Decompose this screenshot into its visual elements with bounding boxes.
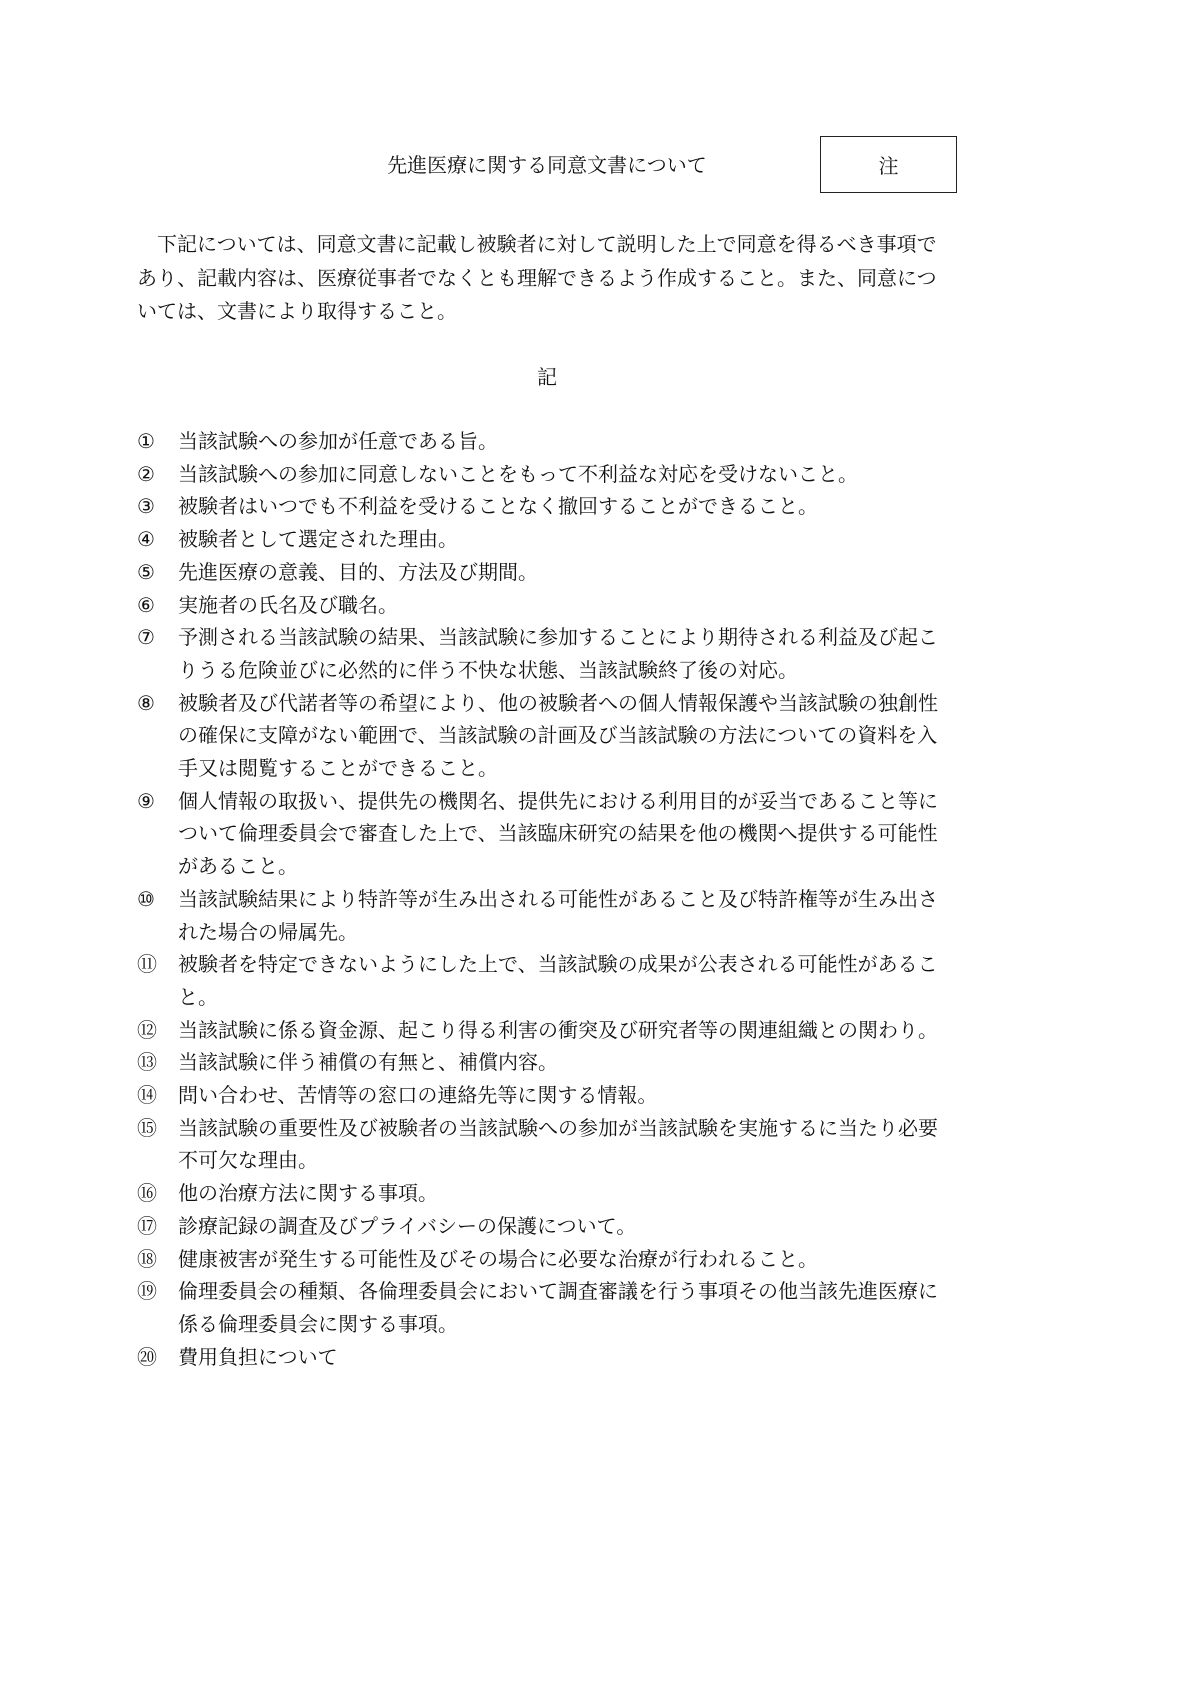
list-item xyxy=(137,490,959,523)
item-text-line: 被験者はいつでも不利益を受けることなく撤回することができること。 xyxy=(178,494,818,519)
item-number: ⑫ xyxy=(137,1017,157,1042)
item-text xyxy=(178,1046,558,1079)
item-text-line: 被験者を特定できないようにした上で、当該試験の成果が公表される可能性があるこ xyxy=(178,952,938,977)
item-text-line: 健康被害が発生する可能性及びその場合に必要な治療が行われること。 xyxy=(178,1246,818,1271)
item-number: ⑤ xyxy=(137,559,155,584)
item-text-line: 先進医療の意義、目的、方法及び期間。 xyxy=(178,559,538,584)
list-item xyxy=(137,458,959,491)
item-text xyxy=(178,1177,438,1210)
item-number: ⑦ xyxy=(137,625,155,650)
item-number: ⑰ xyxy=(137,1213,157,1238)
item-text xyxy=(178,490,818,523)
list-item xyxy=(137,1341,959,1374)
list-item xyxy=(137,1177,959,1210)
item-text-line: 他の治療方法に関する事項。 xyxy=(178,1181,438,1206)
item-text-line: 当該試験への参加が任意である旨。 xyxy=(178,429,498,453)
item-text-line: 予測される当該試験の結果、当該試験に参加することにより期待される利益及び起こ xyxy=(178,625,938,650)
item-number: ⑯ xyxy=(137,1181,157,1206)
list-item xyxy=(137,1014,959,1047)
list-item xyxy=(137,883,959,948)
item-text-line: 当該試験の重要性及び被験者の当該試験への参加が当該試験を実施するに当たり必要 xyxy=(178,1115,938,1140)
item-number: ⑲ xyxy=(137,1279,157,1304)
intro-line: いては、文書により取得すること。 xyxy=(137,299,457,323)
intro-paragraph xyxy=(137,228,959,329)
item-text-line: があること。 xyxy=(178,854,298,879)
list-item xyxy=(137,1210,959,1243)
item-number: ⑩ xyxy=(137,886,155,911)
item-number: ② xyxy=(137,461,155,486)
intro-line: あり、記載内容は、医療従事者でなくとも理解できるよう作成すること。また、同意につ xyxy=(137,265,937,290)
item-text xyxy=(178,523,458,556)
item-text xyxy=(178,1243,818,1276)
list-item xyxy=(137,523,959,556)
list-item xyxy=(137,1243,959,1276)
list-item xyxy=(137,425,959,458)
item-text xyxy=(178,425,498,458)
item-number: ⑭ xyxy=(137,1083,157,1108)
item-text xyxy=(178,621,938,686)
item-number: ③ xyxy=(137,494,155,519)
list-item xyxy=(137,687,959,785)
item-text-line: 当該試験に係る資金源、起こり得る利害の衝突及び研究者等の関連組織との関わり。 xyxy=(178,1017,938,1042)
item-text xyxy=(178,1210,636,1243)
intro-line: 下記については、同意文書に記載し被験者に対して説明した上で同意を得るべき事項で xyxy=(157,232,937,256)
item-text xyxy=(178,1014,938,1047)
item-text-line: 実施者の氏名及び職名。 xyxy=(178,592,398,617)
item-number: ① xyxy=(137,429,155,453)
item-text-line: 被験者として選定された理由。 xyxy=(178,527,458,552)
item-number: ⑧ xyxy=(137,690,155,715)
item-number: ⑮ xyxy=(137,1115,157,1140)
ki-heading: 記 xyxy=(537,365,557,389)
item-text-line: 当該試験に伴う補償の有無と、補償内容。 xyxy=(178,1050,558,1075)
item-number: ⑥ xyxy=(137,592,155,617)
item-text xyxy=(178,556,538,589)
item-number: ④ xyxy=(137,527,155,552)
item-number: ⑬ xyxy=(137,1050,157,1075)
item-text-line: 診療記録の調査及びプライバシーの保護について。 xyxy=(178,1213,637,1238)
item-text-line: 当該試験への参加に同意しないことをもって不利益な対応を受けないこと。 xyxy=(178,461,858,486)
item-text-line: りうる危険並びに必然的に伴う不快な状態、当該試験終了後の対応。 xyxy=(178,657,798,682)
item-text xyxy=(178,883,938,948)
note-box xyxy=(820,136,957,193)
item-number: ⑪ xyxy=(137,952,157,977)
list-item xyxy=(137,1112,959,1177)
item-text-line: ついて倫理委員会で審査した上で、当該臨床研究の結果を他の機関へ提供する可能性 xyxy=(178,821,938,846)
document-title: 先進医療に関する同意文書について xyxy=(387,153,707,177)
item-text xyxy=(178,687,938,785)
item-number: ⑱ xyxy=(137,1246,157,1271)
item-text-line: 当該試験結果により特許等が生み出される可能性があること及び特許権等が生み出さ xyxy=(178,886,938,911)
item-text xyxy=(178,1341,338,1374)
item-text xyxy=(178,1275,938,1340)
item-text xyxy=(178,589,398,622)
list-item xyxy=(137,948,959,1013)
item-text-line: 被験者及び代諾者等の希望により、他の被験者への個人情報保護や当該試験の独創性 xyxy=(178,690,938,715)
list-item xyxy=(137,1079,959,1112)
item-text-line: 倫理委員会の種類、各倫理委員会において調査審議を行う事項その他当該先進医療に xyxy=(178,1279,938,1304)
item-text xyxy=(178,458,858,491)
item-number: ⑳ xyxy=(137,1344,157,1369)
list-item xyxy=(137,1046,959,1079)
item-text xyxy=(178,785,938,883)
item-text-line: 問い合わせ、苦情等の窓口の連絡先等に関する情報。 xyxy=(178,1083,658,1108)
item-text xyxy=(178,1112,938,1177)
item-text-line: れた場合の帰属先。 xyxy=(178,919,358,944)
list-item xyxy=(137,556,959,589)
list-item xyxy=(137,621,959,686)
item-text-line: と。 xyxy=(178,984,218,1009)
list-item xyxy=(137,1275,959,1340)
item-text-line: 費用負担について xyxy=(178,1344,338,1369)
item-text-line: 個人情報の取扱い、提供先の機関名、提供先における利用目的が妥当であること等に xyxy=(178,788,938,813)
note-label: 注 xyxy=(878,154,899,178)
item-text xyxy=(178,1079,657,1112)
item-list xyxy=(137,425,959,1373)
item-number: ⑨ xyxy=(137,788,155,813)
item-text xyxy=(178,948,938,1013)
list-item xyxy=(137,785,959,883)
item-text-line: の確保に支障がない範囲で、当該試験の計画及び当該試験の方法についての資料を入 xyxy=(178,723,938,748)
item-text-line: 不可欠な理由。 xyxy=(178,1148,318,1173)
item-text-line: 係る倫理委員会に関する事項。 xyxy=(178,1311,458,1336)
item-text-line: 手又は閲覧することができること。 xyxy=(178,756,498,781)
list-item xyxy=(137,589,959,622)
